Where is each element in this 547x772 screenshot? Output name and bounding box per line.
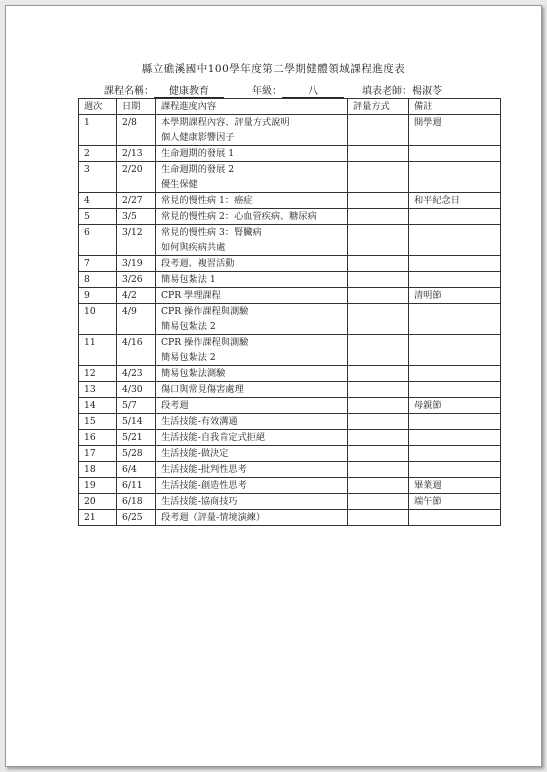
assessment-cell (348, 462, 409, 478)
assessment-cell (348, 209, 409, 225)
content-line: 簡易包紮法 1 (161, 274, 216, 285)
table-row (79, 115, 501, 146)
document-title: 縣立礁溪國中100學年度第二學期健體領域課程進度表 (141, 63, 406, 75)
content-line: 如何與疾病共處 (161, 242, 226, 253)
table-row (79, 366, 501, 382)
date-cell: 6/11 (117, 478, 156, 494)
assessment-cell (348, 115, 409, 146)
course-name-field (104, 82, 224, 98)
content-cell (156, 478, 348, 494)
table-row (79, 272, 501, 288)
date-cell: 3/26 (117, 272, 156, 288)
note-cell: 開學週 (409, 115, 501, 146)
content-cell (156, 304, 348, 335)
note-cell (409, 162, 501, 193)
date-cell: 4/30 (117, 382, 156, 398)
content-line: CPR 操作課程與測驗 (161, 306, 249, 317)
assessment-cell (348, 510, 409, 526)
week-cell: 9 (79, 288, 117, 304)
content-line: 簡易包紮法 2 (161, 321, 216, 332)
table-row (79, 256, 501, 272)
content-line: 本學期課程內容、評量方式說明 (161, 117, 290, 128)
note-cell (409, 446, 501, 462)
content-line: 生命週期的發展 2 (161, 164, 235, 175)
teacher-field (362, 82, 442, 97)
table-row (79, 209, 501, 225)
content-cell (156, 462, 348, 478)
date-cell: 5/21 (117, 430, 156, 446)
week-cell: 3 (79, 162, 117, 193)
assessment-cell (348, 446, 409, 462)
assessment-cell (348, 256, 409, 272)
week-cell: 8 (79, 272, 117, 288)
assessment-cell (348, 225, 409, 256)
date-cell: 6/18 (117, 494, 156, 510)
content-line: 段考週（評量-情境演練） (161, 512, 266, 523)
content-line: 生活技能-自我肯定式拒絕 (161, 432, 266, 443)
week-cell: 2 (79, 146, 117, 162)
assessment-cell (348, 366, 409, 382)
content-cell (156, 382, 348, 398)
date-cell: 4/2 (117, 288, 156, 304)
table-row (79, 462, 501, 478)
table-row (79, 304, 501, 335)
header-week: 週次 (79, 99, 117, 115)
table-row (79, 414, 501, 430)
assessment-cell (348, 478, 409, 494)
date-cell: 2/27 (117, 193, 156, 209)
week-cell: 20 (79, 494, 117, 510)
header-note: 備註 (409, 99, 501, 115)
content-cell (156, 366, 348, 382)
note-cell (409, 382, 501, 398)
assessment-cell (348, 398, 409, 414)
content-line: 常見的慢性病 3：腎臟病 (161, 227, 262, 238)
content-line: 簡易包紮法測驗 (161, 368, 226, 379)
note-cell (409, 335, 501, 366)
date-cell: 4/16 (117, 335, 156, 366)
content-line: 生活技能-做決定 (161, 448, 229, 459)
assessment-cell (348, 382, 409, 398)
assessment-cell (348, 414, 409, 430)
note-cell: 端午節 (409, 494, 501, 510)
content-cell (156, 225, 348, 256)
week-cell: 6 (79, 225, 117, 256)
content-cell (156, 256, 348, 272)
header-content: 課程進度內容 (156, 99, 348, 115)
table-row (79, 478, 501, 494)
week-cell: 12 (79, 366, 117, 382)
grade-value: 八 (282, 82, 344, 98)
table-row (79, 430, 501, 446)
note-cell: 清明節 (409, 288, 501, 304)
grade-label: 年級： (252, 86, 282, 97)
date-cell: 2/13 (117, 146, 156, 162)
table-row (79, 288, 501, 304)
week-cell: 10 (79, 304, 117, 335)
assessment-cell (348, 430, 409, 446)
note-cell (409, 256, 501, 272)
content-line: 生活技能-協商技巧 (161, 496, 238, 507)
note-cell (409, 462, 501, 478)
content-line: CPR 學理課程 (161, 290, 221, 301)
assessment-cell (348, 304, 409, 335)
content-line: 生活技能-批判性思考 (161, 464, 247, 475)
week-cell: 21 (79, 510, 117, 526)
assessment-cell (348, 335, 409, 366)
week-cell: 5 (79, 209, 117, 225)
date-cell: 3/19 (117, 256, 156, 272)
week-cell: 1 (79, 115, 117, 146)
week-cell: 4 (79, 193, 117, 209)
schedule-table (78, 98, 501, 526)
table-row (79, 398, 501, 414)
content-cell (156, 510, 348, 526)
assessment-cell (348, 193, 409, 209)
content-line: 個人健康影響因子 (161, 132, 235, 143)
grade-field (252, 82, 344, 98)
content-cell (156, 398, 348, 414)
week-cell: 13 (79, 382, 117, 398)
assessment-cell (348, 494, 409, 510)
table-row (79, 162, 501, 193)
content-line: 常見的慢性病 1：癌症 (161, 195, 253, 206)
assessment-cell (348, 162, 409, 193)
content-line: 生活技能-創造性思考 (161, 480, 247, 491)
content-cell (156, 494, 348, 510)
content-cell (156, 430, 348, 446)
note-cell (409, 272, 501, 288)
week-cell: 7 (79, 256, 117, 272)
week-cell: 17 (79, 446, 117, 462)
table-row (79, 335, 501, 366)
week-cell: 16 (79, 430, 117, 446)
content-cell (156, 162, 348, 193)
week-cell: 18 (79, 462, 117, 478)
course-name-label: 課程名稱： (104, 86, 154, 97)
date-cell: 6/25 (117, 510, 156, 526)
note-cell (409, 209, 501, 225)
content-line: 傷口與常見傷害處理 (161, 384, 244, 395)
date-cell: 6/4 (117, 462, 156, 478)
date-cell: 2/8 (117, 115, 156, 146)
assessment-cell (348, 272, 409, 288)
course-name-value: 健康教育 (154, 82, 224, 98)
week-cell: 15 (79, 414, 117, 430)
content-cell (156, 414, 348, 430)
content-line: 優生保健 (161, 179, 198, 190)
week-cell: 14 (79, 398, 117, 414)
table-row (79, 225, 501, 256)
content-cell (156, 146, 348, 162)
note-cell (409, 225, 501, 256)
header-assessment: 評量方式 (348, 99, 409, 115)
week-cell: 11 (79, 335, 117, 366)
content-line: 常見的慢性病 2：心血管疾病、糖尿病 (161, 211, 317, 222)
content-line: 生活技能-有效溝通 (161, 416, 238, 427)
table-row (79, 494, 501, 510)
assessment-cell (348, 288, 409, 304)
note-cell (409, 146, 501, 162)
note-cell: 和平紀念日 (409, 193, 501, 209)
content-cell (156, 209, 348, 225)
table-header-row (79, 99, 501, 115)
note-cell (409, 430, 501, 446)
header-date: 日期 (117, 99, 156, 115)
date-cell: 5/7 (117, 398, 156, 414)
content-cell (156, 335, 348, 366)
document-page (5, 5, 542, 767)
assessment-cell (348, 146, 409, 162)
content-line: 段考週 (161, 400, 189, 411)
note-cell (409, 510, 501, 526)
table-body (79, 115, 501, 526)
content-line: 生命週期的發展 1 (161, 148, 235, 159)
content-line: 簡易包紮法 2 (161, 352, 216, 363)
note-cell: 畢業週 (409, 478, 501, 494)
content-cell (156, 446, 348, 462)
date-cell: 3/12 (117, 225, 156, 256)
table-row (79, 193, 501, 209)
content-cell (156, 272, 348, 288)
content-cell (156, 288, 348, 304)
content-cell (156, 193, 348, 209)
content-line: 段考週、複習活動 (161, 258, 235, 269)
note-cell (409, 366, 501, 382)
teacher-label: 填表老師： (362, 86, 412, 97)
date-cell: 4/23 (117, 366, 156, 382)
table-row (79, 446, 501, 462)
content-cell (156, 115, 348, 146)
date-cell: 5/28 (117, 446, 156, 462)
date-cell: 5/14 (117, 414, 156, 430)
table-row (79, 510, 501, 526)
note-cell: 母親節 (409, 398, 501, 414)
date-cell: 2/20 (117, 162, 156, 193)
note-cell (409, 414, 501, 430)
table-row (79, 146, 501, 162)
note-cell (409, 304, 501, 335)
date-cell: 4/9 (117, 304, 156, 335)
week-cell: 19 (79, 478, 117, 494)
table-row (79, 382, 501, 398)
date-cell: 3/5 (117, 209, 156, 225)
teacher-value: 楊淑苓 (412, 86, 442, 97)
content-line: CPR 操作課程與測驗 (161, 337, 249, 348)
